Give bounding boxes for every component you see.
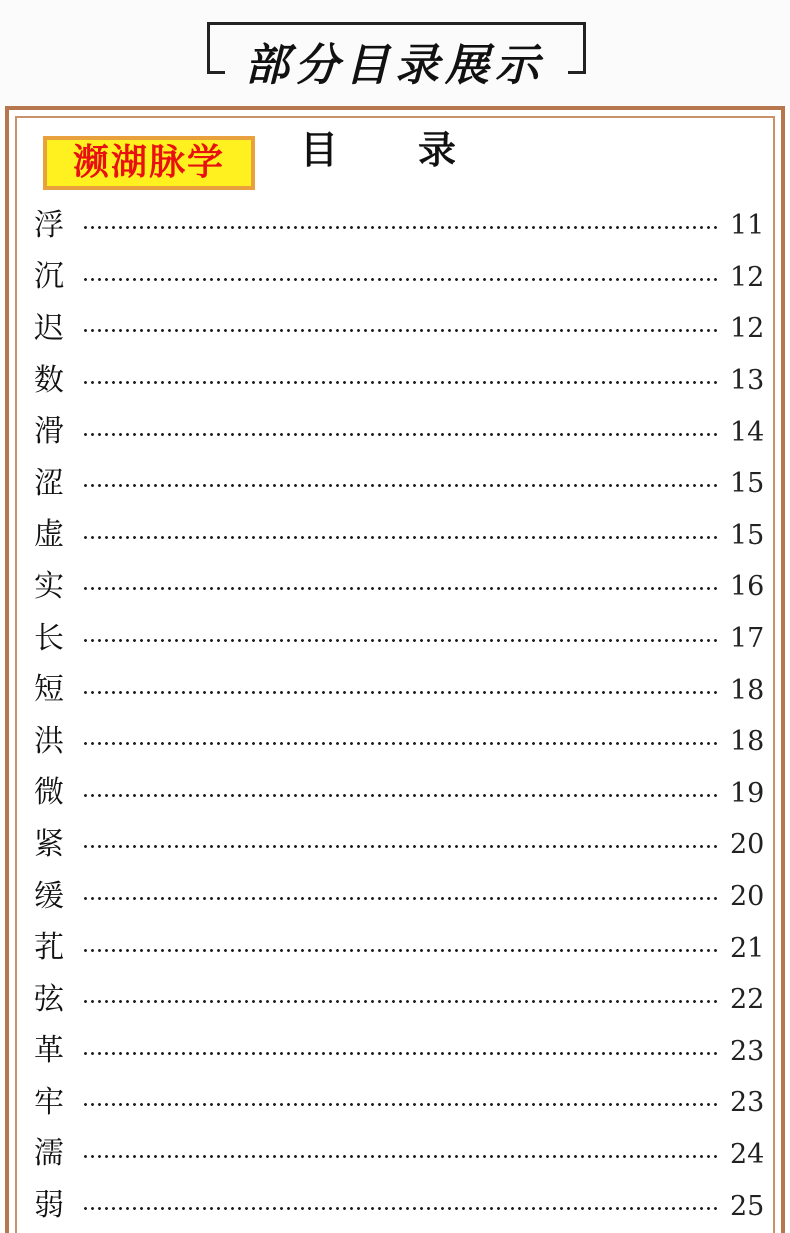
toc-entry [34,1129,764,1181]
toc-entry-page-number: 18 [730,674,765,706]
book-title-text: 濒湖脉学 [72,142,225,183]
toc-entry-label: 微 [34,775,64,811]
toc-dot-leader [82,742,718,745]
toc-entry [34,819,764,871]
toc-dot-leader [82,587,718,590]
toc-dot-leader [82,536,718,539]
toc-entry-page-number: 20 [730,881,765,913]
toc-entry-label: 虚 [34,517,64,553]
toc-entry [34,406,764,458]
toc-entry-page-number: 11 [730,210,765,242]
toc-entry-page-number: 14 [730,416,765,448]
toc-entry-label: 革 [34,1033,64,1069]
toc-heading: 目录 [300,128,537,172]
toc-list [34,200,764,1232]
toc-entry-label: 滑 [34,414,64,450]
toc-entry [34,561,764,613]
toc-entry-page-number: 18 [730,726,765,758]
toc-dot-leader [82,1155,718,1158]
toc-dot-leader [82,949,718,952]
toc-dot-leader [82,639,718,642]
toc-entry-label: 缓 [34,878,64,914]
toc-dot-leader [82,381,718,384]
toc-entry-label: 实 [34,568,64,604]
toc-entry-label: 沉 [34,259,64,295]
toc-entry-label: 紧 [34,826,64,862]
toc-entry-page-number: 16 [730,571,765,603]
toc-entry-label: 濡 [34,1136,64,1172]
section-title: 部分目录展示 [245,40,545,91]
toc-entry-page-number: 13 [730,365,765,397]
toc-entry-page-number: 15 [730,468,765,500]
toc-entry-page-number: 21 [730,932,765,964]
toc-entry-page-number: 23 [730,1035,765,1067]
toc-entry [34,200,764,252]
toc-entry [34,922,764,974]
toc-entry-label: 长 [34,620,64,656]
toc-dot-leader [82,691,718,694]
toc-entry [34,1180,764,1232]
toc-entry [34,510,764,562]
toc-dot-leader [82,1103,718,1106]
toc-dot-leader [82,1000,718,1003]
toc-entry-page-number: 17 [730,623,765,655]
toc-entry-label: 涩 [34,465,64,501]
toc-entry [34,613,764,665]
toc-dot-leader [82,278,718,281]
toc-entry [34,1026,764,1078]
toc-entry-label: 芤 [34,930,64,966]
toc-dot-leader [82,845,718,848]
toc-entry [34,664,764,716]
toc-dot-leader [82,1052,718,1055]
toc-entry-page-number: 23 [730,1087,765,1119]
toc-entry [34,871,764,923]
toc-entry-label: 迟 [34,310,64,346]
toc-entry-label: 浮 [34,207,64,243]
toc-entry-page-number: 20 [730,829,765,861]
toc-dot-leader [82,1207,718,1210]
toc-entry-page-number: 24 [730,1138,765,1170]
toc-entry-page-number: 15 [730,519,765,551]
toc-dot-leader [82,897,718,900]
toc-entry-label: 牢 [34,1084,64,1120]
toc-dot-leader [82,484,718,487]
toc-entry-page-number: 12 [730,261,765,293]
toc-entry-label: 短 [34,672,64,708]
toc-dot-leader [82,329,718,332]
toc-entry-label: 数 [34,362,64,398]
toc-entry [34,716,764,768]
toc-entry [34,1077,764,1129]
toc-dot-leader [82,226,718,229]
toc-entry [34,768,764,820]
toc-entry [34,458,764,510]
toc-entry [34,974,764,1026]
toc-entry-label: 弦 [34,981,64,1017]
toc-dot-leader [82,433,718,436]
toc-entry [34,252,764,304]
toc-entry-page-number: 25 [730,1190,765,1222]
toc-entry [34,355,764,407]
toc-entry-page-number: 12 [730,313,765,345]
toc-dot-leader [82,794,718,797]
toc-entry-label: 洪 [34,723,64,759]
book-title-badge [43,136,255,190]
toc-entry-page-number: 22 [730,984,765,1016]
title-frame-top-line [207,22,585,25]
toc-entry-label: 弱 [34,1188,64,1224]
toc-entry-page-number: 19 [730,777,765,809]
toc-entry [34,303,764,355]
